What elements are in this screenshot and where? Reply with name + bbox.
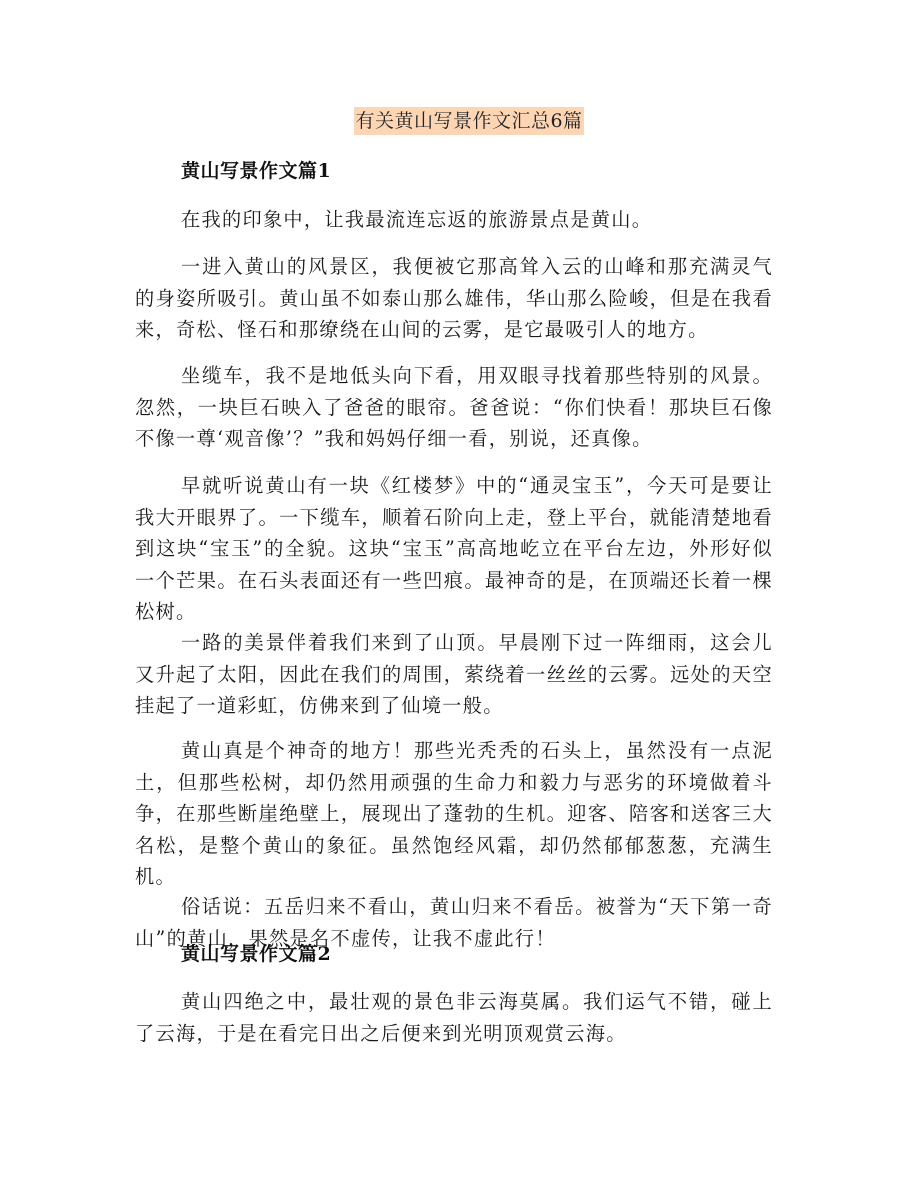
paragraph: 黄山四绝之中，最壮观的景色非云海莫属。我们运气不错，碰上了云海，于是在看完日出之后便来到光明顶观赏云海。 [135, 990, 773, 1045]
paragraph: 俗话说：五岳归来不看山，黄山归来不看岳。被誉为“天下第一奇山”的黄山，果然是名不虚传，让我不虚此行！ [135, 895, 773, 950]
paragraph: 在我的印象中，让我最流连忘返的旅游景点是黄山。 [181, 208, 653, 231]
paragraph: 一进入黄山的风景区，我便被它那高耸入云的山峰和那充满灵气的身姿所吸引。黄山虽不如泰山那么雄伟，华山那么险峻，但是在我看来，奇松、怪石和那缭绕在山间的云雾，是它最吸引人的地方。 [135, 255, 773, 341]
section-heading-1: 黄山写景作文篇1 [181, 160, 332, 182]
paragraph: 一路的美景伴着我们来到了山顶。早晨刚下过一阵细雨，这会儿又升起了太阳，因此在我们的周围，萦绕着一丝丝的云雾。远处的天空挂起了一道彩虹，仿佛来到了仙境一般。 [135, 631, 773, 717]
paragraph: 坐缆车，我不是地低头向下看，用双眼寻找着那些特别的风景。忽然，一块巨石映入了爸爸的眼帘。爸爸说：“你们快看！那块巨石像不像一尊‘观音像’？”我和妈妈仔细一看，别说，还真像。 [135, 364, 773, 450]
section-heading-2: 黄山写景作文篇2 [181, 943, 332, 965]
document-title: 有关黄山写景作文汇总6篇 [354, 107, 583, 135]
paragraph: 早就听说黄山有一块《红楼梦》中的“通灵宝玉”，今天可是要让我大开眼界了。一下缆车，顺着石阶向上走，登上平台，就能清楚地看到这块“宝玉”的全貌。这块“宝玉”高高地屹立在平台左边，外形好似一个芒果。在石头表面还有一些凹痕。最神奇的是，在顶端还长着一棵松树。 [135, 474, 773, 623]
paragraph: 黄山真是个神奇的地方！那些光秃秃的石头上，虽然没有一点泥土，但那些松树，却仍然用顽强的生命力和毅力与恶劣的环境做着斗争，在那些断崖绝壁上，展现出了蓬勃的生机。迎客、陪客和送客三大名松，是整个黄山的象征。虽然饱经风霜，却仍然郁郁葱葱，充满生机。 [135, 739, 773, 888]
title-container [0, 107, 920, 135]
